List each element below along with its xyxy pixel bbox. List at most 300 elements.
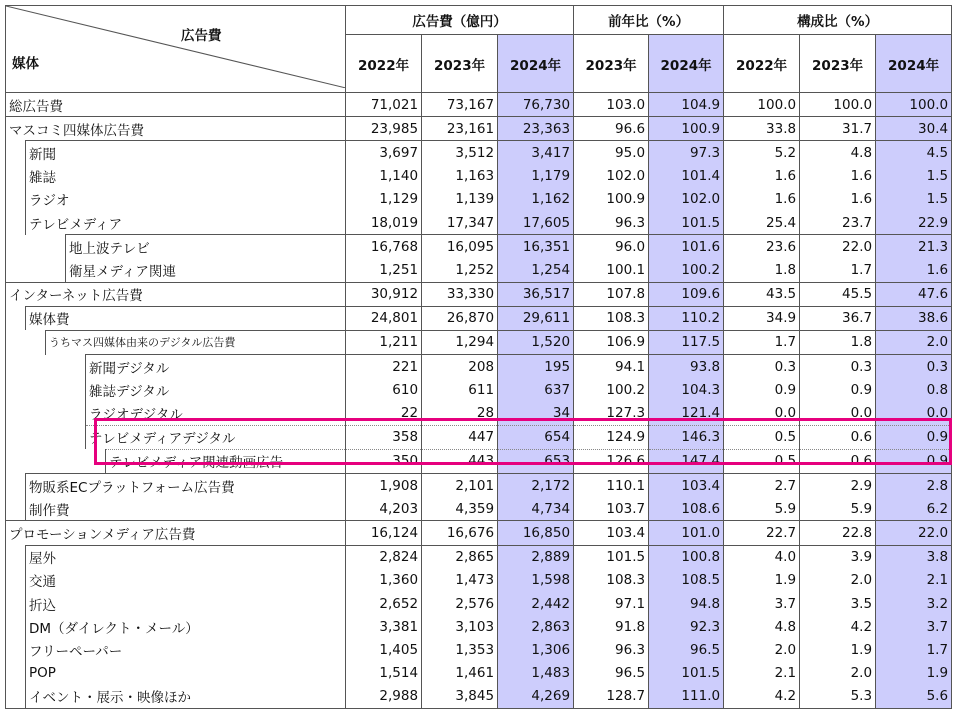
value-cell: 33,330: [422, 282, 498, 306]
value-cell: 117.5: [649, 330, 724, 354]
table-row: [6, 355, 952, 379]
value-cell: 1,140: [346, 165, 422, 188]
row-label: [6, 117, 346, 141]
row-label-text: マスコミ四媒体広告費: [9, 122, 144, 139]
value-cell: 30,912: [346, 282, 422, 306]
table-row: [6, 211, 952, 235]
value-cell: 1,211: [346, 330, 422, 354]
value-cell: 1.8: [724, 258, 800, 282]
value-cell: 1,251: [346, 258, 422, 282]
indent-cell: [46, 449, 66, 473]
value-cell: 2,576: [422, 592, 498, 615]
value-cell: 1,294: [422, 330, 498, 354]
value-cell: 1,514: [346, 662, 422, 685]
row-label-text: イベント・展示・映像ほか: [29, 690, 191, 707]
row-label-text: うちマス四媒体由来のデジタル広告費: [49, 336, 236, 350]
value-cell: 5.2: [724, 141, 800, 165]
year-header: 2022年: [724, 35, 800, 93]
row-label: [26, 569, 346, 592]
row-label-text: 雑誌: [29, 170, 56, 187]
table-row: [6, 141, 952, 165]
indent-cell: [6, 497, 26, 521]
row-label-text: インターネット広告費: [9, 288, 143, 305]
table-row: [6, 474, 952, 498]
value-cell: 1.6: [800, 165, 876, 188]
value-cell: 96.3: [574, 211, 649, 235]
value-cell: 102.0: [649, 188, 724, 211]
row-label-text: 屋外: [29, 551, 56, 568]
row-label-text: 折込: [29, 597, 56, 614]
table-row: [6, 282, 952, 306]
row-label-text: 地上波テレビ: [69, 240, 150, 257]
value-cell: 0.9: [876, 425, 952, 449]
value-cell: 0.3: [800, 355, 876, 379]
year-header: 2023年: [800, 35, 876, 93]
value-cell: 104.3: [649, 378, 724, 401]
value-cell: 0.3: [724, 355, 800, 379]
value-cell: 5.9: [800, 497, 876, 521]
value-cell: 2.8: [876, 474, 952, 498]
value-cell: 5.9: [724, 497, 800, 521]
row-label-text: テレビメディア: [29, 216, 123, 233]
indent-cell: [6, 638, 26, 661]
value-cell: 1,162: [498, 188, 574, 211]
row-label-text: 衛星メディア関連: [69, 263, 176, 280]
value-cell: 2,442: [498, 592, 574, 615]
value-cell: 96.5: [649, 638, 724, 661]
table-row: [6, 401, 952, 425]
value-cell: 96.3: [574, 638, 649, 661]
value-cell: 47.6: [876, 282, 952, 306]
corner-label-top: 広告費: [181, 28, 222, 44]
row-label: [86, 401, 346, 425]
value-cell: 16,768: [346, 235, 422, 259]
value-cell: 1.7: [724, 330, 800, 354]
value-cell: 103.4: [574, 521, 649, 545]
value-cell: 22.8: [800, 521, 876, 545]
value-cell: 111.0: [649, 685, 724, 709]
value-cell: 447: [422, 425, 498, 449]
row-label: [86, 425, 346, 449]
table-row: [6, 235, 952, 259]
value-cell: 3.5: [800, 592, 876, 615]
value-cell: 101.5: [574, 545, 649, 569]
indent-cell: [66, 449, 86, 473]
value-cell: 22.0: [800, 235, 876, 259]
indent-cell: [6, 188, 26, 211]
indent-cell: [46, 235, 66, 259]
value-cell: 100.1: [574, 258, 649, 282]
corner-label-bottom: 媒体: [12, 56, 39, 72]
value-cell: 96.6: [574, 117, 649, 141]
value-cell: 1,520: [498, 330, 574, 354]
value-cell: 0.9: [876, 449, 952, 473]
indent-cell: [26, 449, 46, 473]
value-cell: 0.5: [724, 449, 800, 473]
indent-cell: [66, 401, 86, 425]
indent-cell: [6, 355, 26, 379]
year-header: 2024年: [649, 35, 724, 93]
value-cell: 1.6: [876, 258, 952, 282]
indent-cell: [6, 258, 26, 282]
row-label: [6, 93, 346, 117]
value-cell: 23.7: [800, 211, 876, 235]
value-cell: 4.0: [724, 545, 800, 569]
value-cell: 92.3: [649, 615, 724, 638]
value-cell: 3,512: [422, 141, 498, 165]
row-label: [26, 638, 346, 661]
row-label-text: 制作費: [29, 502, 70, 519]
row-label-text: ラジオデジタル: [89, 407, 183, 424]
value-cell: 1,129: [346, 188, 422, 211]
row-label: [26, 615, 346, 638]
value-cell: 106.9: [574, 330, 649, 354]
row-label-text: 媒体費: [29, 312, 70, 329]
value-cell: 2,172: [498, 474, 574, 498]
value-cell: 28: [422, 401, 498, 425]
value-cell: 16,850: [498, 521, 574, 545]
value-cell: 76,730: [498, 93, 574, 117]
value-cell: 3.7: [724, 592, 800, 615]
value-cell: 34.9: [724, 306, 800, 330]
value-cell: 4,734: [498, 497, 574, 521]
value-cell: 2.9: [800, 474, 876, 498]
value-cell: 1,163: [422, 165, 498, 188]
value-cell: 2,889: [498, 545, 574, 569]
value-cell: 43.5: [724, 282, 800, 306]
indent-cell: [26, 330, 46, 354]
row-label: [66, 258, 346, 282]
table-row: [6, 425, 952, 449]
group-header-yoy: 前年比（%）: [574, 6, 724, 35]
row-label: [26, 306, 346, 330]
value-cell: 1,179: [498, 165, 574, 188]
value-cell: 2,865: [422, 545, 498, 569]
value-cell: 2.1: [876, 569, 952, 592]
value-cell: 121.4: [649, 401, 724, 425]
value-cell: 4.5: [876, 141, 952, 165]
year-header: 2022年: [346, 35, 422, 93]
value-cell: 5.6: [876, 685, 952, 709]
value-cell: 3.9: [800, 545, 876, 569]
value-cell: 103.0: [574, 93, 649, 117]
year-header: 2024年: [876, 35, 952, 93]
value-cell: 100.0: [724, 93, 800, 117]
row-label-text: DM（ダイレクト・メール）: [29, 620, 199, 637]
ad-expenditure-table: [5, 5, 952, 709]
indent-cell: [6, 449, 26, 473]
value-cell: 1,360: [346, 569, 422, 592]
value-cell: 4.8: [724, 615, 800, 638]
value-cell: 96.5: [574, 662, 649, 685]
value-cell: 96.0: [574, 235, 649, 259]
indent-cell: [6, 662, 26, 685]
indent-cell: [46, 425, 66, 449]
value-cell: 0.0: [724, 401, 800, 425]
year-header: 2023年: [422, 35, 498, 93]
value-cell: 2,101: [422, 474, 498, 498]
indent-cell: [46, 355, 66, 379]
value-cell: 3,103: [422, 615, 498, 638]
value-cell: 102.0: [574, 165, 649, 188]
indent-cell: [46, 378, 66, 401]
value-cell: 17,347: [422, 211, 498, 235]
table-row: [6, 330, 952, 354]
value-cell: 93.8: [649, 355, 724, 379]
value-cell: 2.0: [800, 662, 876, 685]
row-label: [66, 235, 346, 259]
value-cell: 16,351: [498, 235, 574, 259]
value-cell: 1.5: [876, 165, 952, 188]
value-cell: 2,652: [346, 592, 422, 615]
diagonal-divider: [6, 6, 346, 88]
value-cell: 4.2: [800, 615, 876, 638]
value-cell: 124.9: [574, 425, 649, 449]
indent-cell: [6, 235, 26, 259]
table-row: [6, 662, 952, 685]
value-cell: 73,167: [422, 93, 498, 117]
value-cell: 1.9: [724, 569, 800, 592]
value-cell: 147.4: [649, 449, 724, 473]
table-row: [6, 497, 952, 521]
row-label: [26, 545, 346, 569]
value-cell: 94.8: [649, 592, 724, 615]
table-row: [6, 545, 952, 569]
value-cell: 95.0: [574, 141, 649, 165]
row-label-text: プロモーションメディア広告費: [9, 526, 196, 543]
value-cell: 146.3: [649, 425, 724, 449]
value-cell: 33.8: [724, 117, 800, 141]
row-label-text: テレビメディア関連動画広告: [109, 455, 284, 472]
indent-cell: [6, 615, 26, 638]
value-cell: 1,483: [498, 662, 574, 685]
row-label: [106, 449, 346, 473]
value-cell: 0.0: [800, 401, 876, 425]
value-cell: 208: [422, 355, 498, 379]
row-label-text: 雑誌デジタル: [89, 383, 170, 400]
value-cell: 127.3: [574, 401, 649, 425]
table-row: [6, 569, 952, 592]
value-cell: 3,845: [422, 685, 498, 709]
table-row: [6, 521, 952, 545]
row-label: [26, 474, 346, 498]
value-cell: 4.8: [800, 141, 876, 165]
value-cell: 610: [346, 378, 422, 401]
table-row: [6, 592, 952, 615]
indent-cell: [26, 235, 46, 259]
value-cell: 611: [422, 378, 498, 401]
value-cell: 1.7: [800, 258, 876, 282]
value-cell: 2,824: [346, 545, 422, 569]
value-cell: 21.3: [876, 235, 952, 259]
value-cell: 45.5: [800, 282, 876, 306]
value-cell: 108.3: [574, 306, 649, 330]
value-cell: 29,611: [498, 306, 574, 330]
table-row: [6, 449, 952, 473]
value-cell: 100.8: [649, 545, 724, 569]
row-label: [26, 685, 346, 709]
value-cell: 100.0: [876, 93, 952, 117]
row-label-text: 新聞デジタル: [89, 360, 170, 377]
value-cell: 100.9: [574, 188, 649, 211]
row-label-text: テレビメディアデジタル: [89, 431, 236, 448]
table-row: [6, 258, 952, 282]
value-cell: 25.4: [724, 211, 800, 235]
indent-cell: [66, 355, 86, 379]
value-cell: 1,598: [498, 569, 574, 592]
value-cell: 16,676: [422, 521, 498, 545]
value-cell: 195: [498, 355, 574, 379]
value-cell: 17,605: [498, 211, 574, 235]
value-cell: 4,203: [346, 497, 422, 521]
row-label: [26, 211, 346, 235]
value-cell: 100.9: [649, 117, 724, 141]
value-cell: 1,405: [346, 638, 422, 661]
indent-cell: [6, 165, 26, 188]
row-label: [26, 592, 346, 615]
indent-cell: [46, 401, 66, 425]
indent-cell: [66, 425, 86, 449]
value-cell: 0.0: [876, 401, 952, 425]
value-cell: 0.6: [800, 449, 876, 473]
value-cell: 101.4: [649, 165, 724, 188]
row-label: [86, 378, 346, 401]
indent-cell: [26, 378, 46, 401]
indent-cell: [6, 685, 26, 709]
value-cell: 100.0: [800, 93, 876, 117]
value-cell: 2.7: [724, 474, 800, 498]
value-cell: 30.4: [876, 117, 952, 141]
value-cell: 16,095: [422, 235, 498, 259]
value-cell: 2.1: [724, 662, 800, 685]
indent-cell: [46, 258, 66, 282]
row-label: [26, 497, 346, 521]
value-cell: 104.9: [649, 93, 724, 117]
value-cell: 38.6: [876, 306, 952, 330]
value-cell: 23,985: [346, 117, 422, 141]
table-row: [6, 93, 952, 117]
value-cell: 221: [346, 355, 422, 379]
value-cell: 358: [346, 425, 422, 449]
indent-cell: [26, 401, 46, 425]
indent-cell: [6, 330, 26, 354]
value-cell: 1,252: [422, 258, 498, 282]
value-cell: 637: [498, 378, 574, 401]
value-cell: 71,021: [346, 93, 422, 117]
value-cell: 1.6: [724, 188, 800, 211]
value-cell: 23,363: [498, 117, 574, 141]
value-cell: 1.9: [876, 662, 952, 685]
value-cell: 97.1: [574, 592, 649, 615]
row-label: [26, 141, 346, 165]
value-cell: 34: [498, 401, 574, 425]
value-cell: 1,908: [346, 474, 422, 498]
header-corner-cell: [6, 6, 346, 93]
row-label: [26, 165, 346, 188]
value-cell: 350: [346, 449, 422, 473]
value-cell: 101.6: [649, 235, 724, 259]
row-label: [26, 662, 346, 685]
value-cell: 1.7: [876, 638, 952, 661]
value-cell: 26,870: [422, 306, 498, 330]
value-cell: 108.5: [649, 569, 724, 592]
value-cell: 108.3: [574, 569, 649, 592]
value-cell: 1,353: [422, 638, 498, 661]
value-cell: 23.6: [724, 235, 800, 259]
row-label: [6, 521, 346, 545]
value-cell: 103.7: [574, 497, 649, 521]
row-label-text: 交通: [29, 574, 56, 591]
table-row: [6, 188, 952, 211]
value-cell: 22.7: [724, 521, 800, 545]
value-cell: 31.7: [800, 117, 876, 141]
value-cell: 1,254: [498, 258, 574, 282]
indent-cell: [6, 401, 26, 425]
year-header: 2024年: [498, 35, 574, 93]
value-cell: 0.8: [876, 378, 952, 401]
value-cell: 1.5: [876, 188, 952, 211]
indent-cell: [6, 425, 26, 449]
value-cell: 1,139: [422, 188, 498, 211]
group-header-expenditure: 広告費（億円）: [346, 6, 574, 35]
value-cell: 100.2: [574, 378, 649, 401]
value-cell: 4,359: [422, 497, 498, 521]
value-cell: 2.0: [876, 330, 952, 354]
value-cell: 6.2: [876, 497, 952, 521]
value-cell: 24,801: [346, 306, 422, 330]
value-cell: 3.7: [876, 615, 952, 638]
value-cell: 107.8: [574, 282, 649, 306]
value-cell: 22.9: [876, 211, 952, 235]
indent-cell: [6, 474, 26, 498]
indent-cell: [6, 569, 26, 592]
value-cell: 91.8: [574, 615, 649, 638]
value-cell: 101.5: [649, 662, 724, 685]
table-row: [6, 638, 952, 661]
value-cell: 109.6: [649, 282, 724, 306]
indent-cell: [66, 378, 86, 401]
indent-cell: [6, 545, 26, 569]
indent-cell: [6, 141, 26, 165]
value-cell: 2,863: [498, 615, 574, 638]
value-cell: 103.4: [649, 474, 724, 498]
group-header-share: 構成比（%）: [724, 6, 952, 35]
value-cell: 18,019: [346, 211, 422, 235]
value-cell: 0.3: [876, 355, 952, 379]
value-cell: 0.5: [724, 425, 800, 449]
table-row: [6, 165, 952, 188]
indent-cell: [26, 355, 46, 379]
value-cell: 94.1: [574, 355, 649, 379]
value-cell: 2.0: [800, 569, 876, 592]
value-cell: 101.5: [649, 211, 724, 235]
indent-cell: [86, 449, 106, 473]
table-row: [6, 378, 952, 401]
value-cell: 1,306: [498, 638, 574, 661]
indent-cell: [6, 211, 26, 235]
value-cell: 22: [346, 401, 422, 425]
value-cell: 5.3: [800, 685, 876, 709]
value-cell: 1.8: [800, 330, 876, 354]
value-cell: 1,473: [422, 569, 498, 592]
value-cell: 1,461: [422, 662, 498, 685]
value-cell: 23,161: [422, 117, 498, 141]
row-label-text: 新聞: [29, 146, 56, 163]
row-label-text: ラジオ: [29, 193, 70, 210]
year-header: 2023年: [574, 35, 649, 93]
row-label-text: POP: [29, 665, 56, 682]
row-label: [26, 188, 346, 211]
